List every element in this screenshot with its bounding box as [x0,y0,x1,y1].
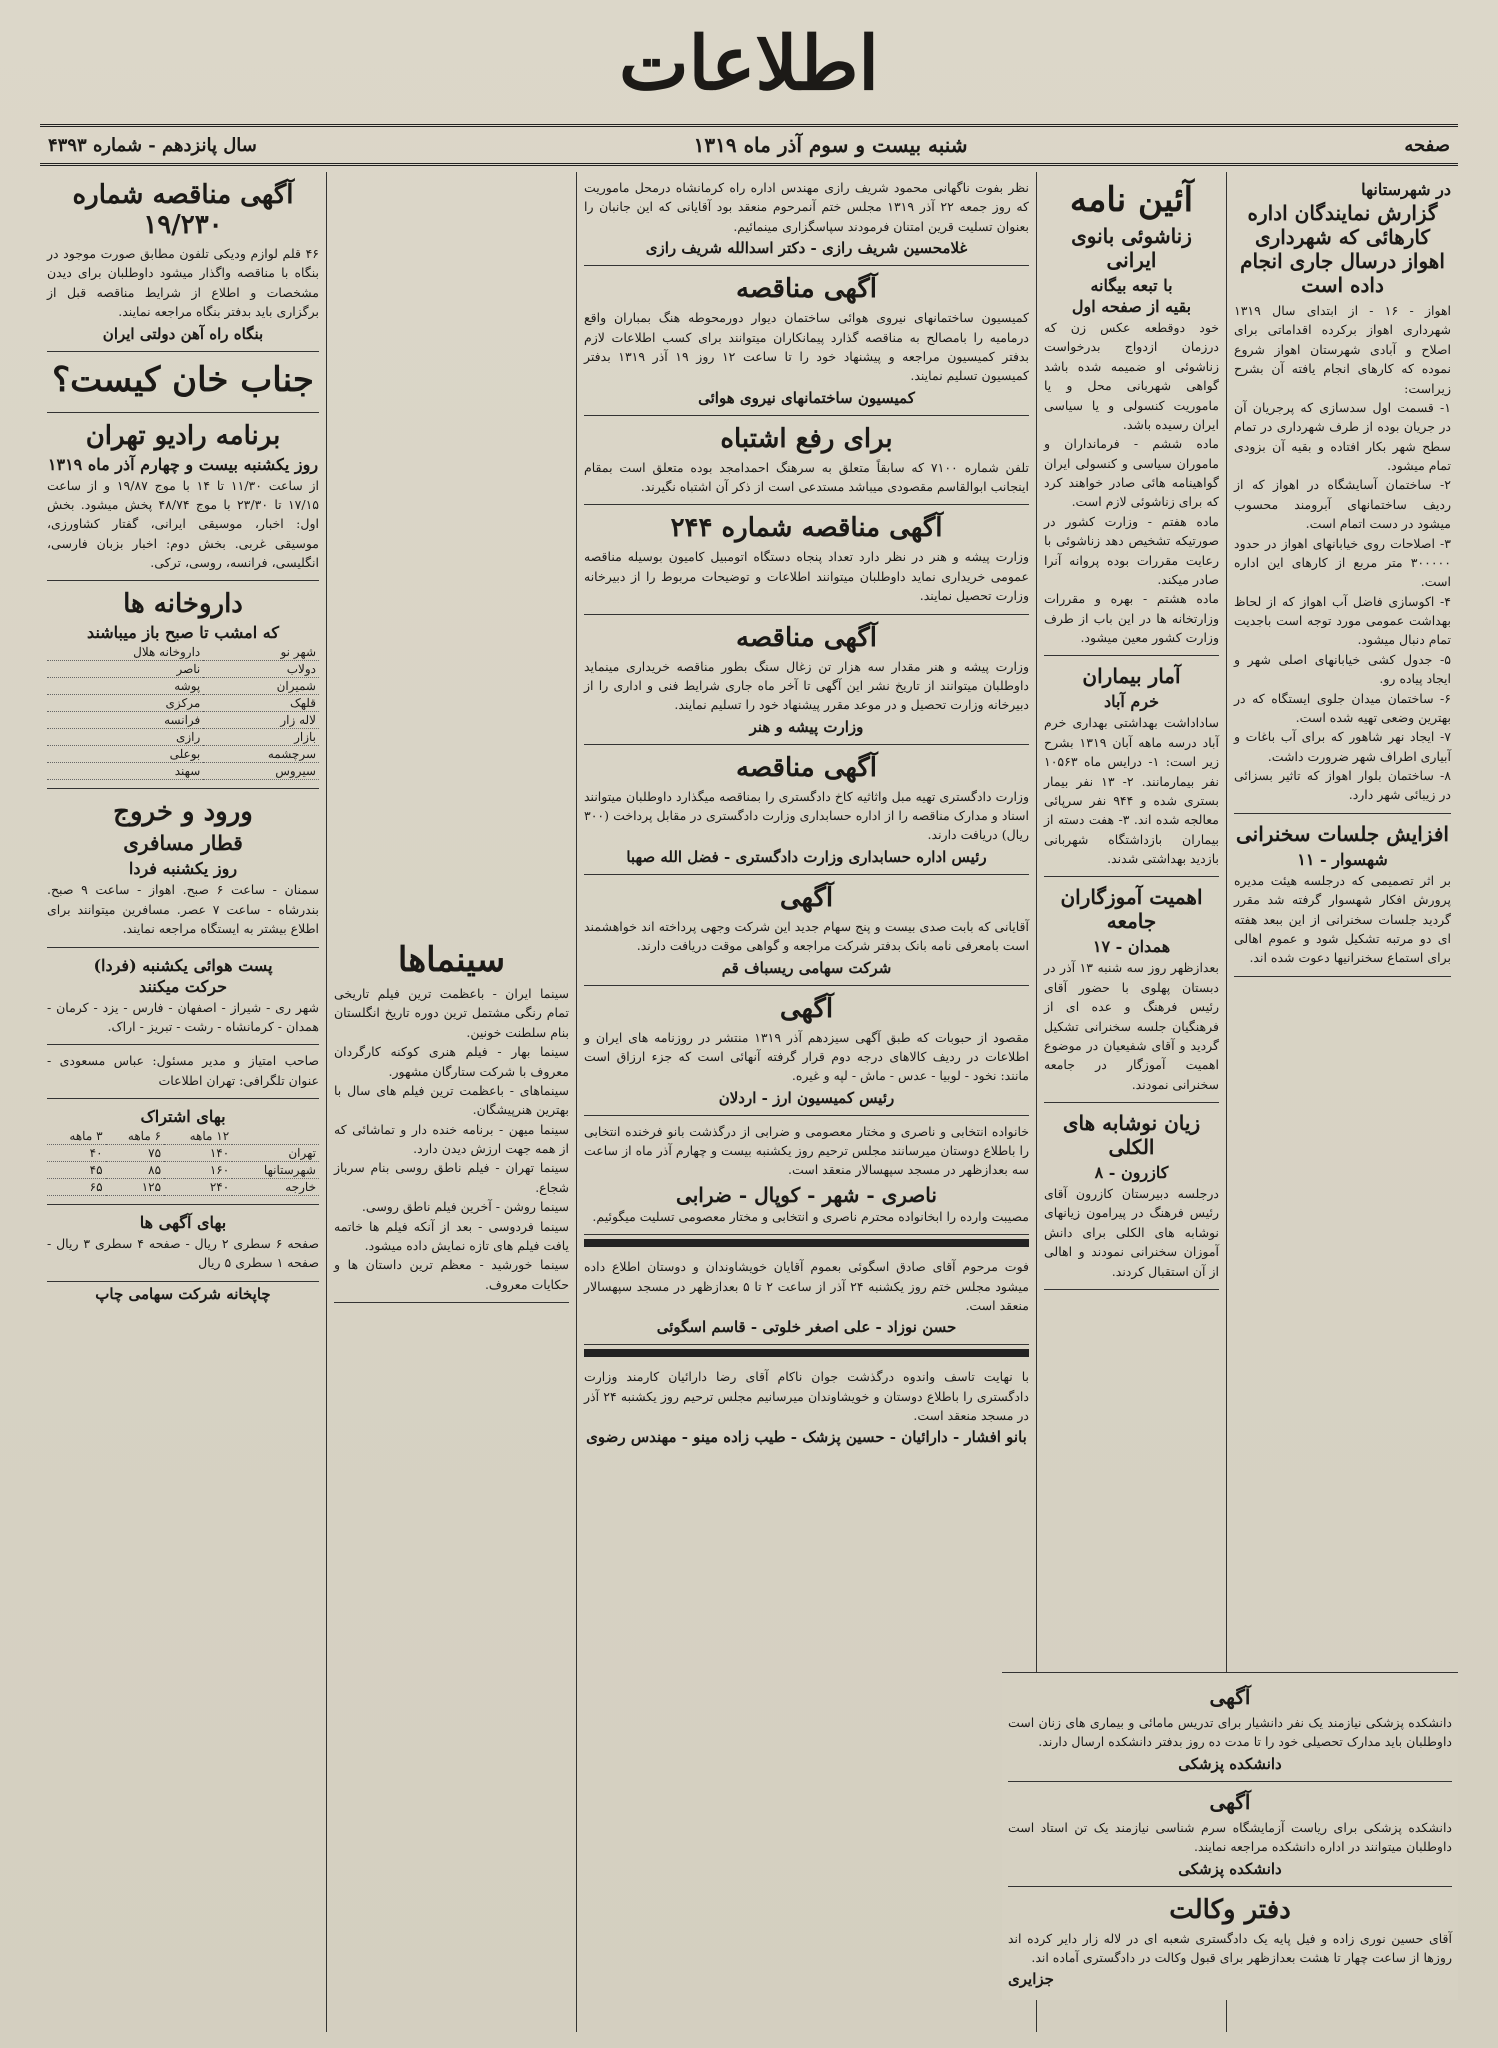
alcohol-article [1044,1103,1219,1290]
train-title: ورود و خروج [113,797,253,828]
printer-credit: چاپخانه شرکت سهامی چاپ [95,1284,271,1303]
article-paragraph: ۴- اکوسازی فاضل آب اهواز که از لحاظ بهداشت عمومی مورد توجه است باجدیت تمام دنبال میشود. [1234,593,1451,648]
subscription-cell: خارجه [232,1179,319,1196]
article-paragraph: ۳- اصلاحات روی خیابانهای اهواز در حدود ۳۰۰۰۰۰ متر مربع از کارهای این اداره است. [1234,535,1451,590]
section-label: در شهرستانها [1361,180,1451,199]
grain-ad [584,986,1029,1116]
issue-number: سال پانزدهم - شماره ۴۳۹۳ [48,134,257,156]
ad-signature: وزارت پیشه و هنر [749,717,864,736]
teaser-headline: جناب خان کیست؟ [52,359,314,400]
train-text: سمنان - ساعت ۶ صبح. اهواز - ساعت ۹ صبح. بندرشاه - ساعت ۷ عصر. مسافرین میتوانند برای اطلاع بیشتر به ایستگاه مراجعه نمایند. [47,882,319,937]
ad-text: وزارت پیشه و هنر مقدار سه هزار تن زغال سنگ بطور مناقصه خریداری مینماید داوطلبان میتوانند از تاریخ نشر این آگهی تا آخر ماه جاری شرایط فنی و اداری را از دبیرخانه وزارت تحصیل و در موعد مقرر پیشنهاد خود را تسلیم نمایند. [584,658,1029,713]
bottom-right-ads [1002,1672,1458,2000]
train-subtitle: قطار مسافری [123,831,243,856]
subscription-cell: ۶ ماهه [106,1128,165,1145]
ad-title: آگهی مناقصه [736,622,877,653]
ad-text: دانشکده پزشکی نیازمند یک نفر دانشیار برای تدریس مامائی و بیماری های زنان است داوطلبان باید مدارک تحصیلی خود را تا مدت ده روز بدفتر دانشکده ارسال دارند. [1008,1715,1452,1750]
article-paragraph: ۸- ساختمان بلوار اهواز که تاثیر بسزائی در زیبائی شهر دارد. [1234,768,1451,803]
ad-text: دانشکده پزشکی برای ریاست آزمایشگاه سرم شناسی نیازمند یک تن استاد است داوطلبان میتوانند در اداره دانشکده مراجعه نمایند. [1008,1819,1452,1855]
subscription-row [47,1179,319,1196]
ad-text: کمیسیون ساختمانهای نیروی هوائی ساختمان دیوار دورمحوطه هنگ بمباران واقع درمامیه را بامصالح به مناقصه گذارد پیمانکاران میتوانند برای کسب اطلاعات لازم بدفتر کمیسیون مراجعه و پیشنهاد خود را تا ساعت ۱۲ روز ۱۹ آذر ۱۳۱۹ بدفتر کمیسیون تسلیم نمایند. [584,310,1029,384]
divider-bar [584,1239,1029,1247]
cinema-entry: سینما خورشید - معظم ترین داستان ها و حکایات معروف. [334,1257,569,1292]
subscription-cell: ۱۶۰ [164,1162,232,1179]
cinema-entry: سینما روشن - آخرین فیلم ناطق روسی. [361,1199,569,1215]
article-dateline: همدان - ۱۷ [1092,937,1171,957]
subscription-row [47,1162,319,1179]
obituary-2 [584,1251,1029,1345]
lectures-article [1234,814,1451,977]
article-paragraph: ماده ششم - فرمانداران و ماموران سیاسی و کنسولی ایران گواهینامه هائی صادر خواهند کرد که برای زناشوئی لازم است. [1044,436,1219,510]
article-subheadline: با تبعه بیگانه [1090,276,1173,295]
medical-school-ad-2 [1008,1782,1452,1887]
ad-signature: دانشکده پزشکی [1178,1859,1282,1878]
cinema-entry: سینماهای - باعظمت ترین فیلم های سال با بهترین هنرپیشگان. [334,1082,569,1118]
article-paragraph: ساداداشت بهداشتی بهداری خرم آباد درسه ماهه آبان ۱۳۱۹ بشرح زیر است: ۱- درایس ماه ۱۰۵۶۳ نفر بیمارمانند. ۲- ۱۳ نفر بیمار بستری شده و ۹۴۴ نفر سرپائی معالجه شده اند. ۳- هفت دسته از بیماران بازداشتگاه شهربانی بازدید بهداشتی شدند. [1044,715,1220,866]
article-paragraph: ۲- ساختمان آسایشگاه در اهواز که از ردیف ساختمانهای آبرومند محسوب میشود در دست اتمام است. [1234,477,1451,532]
ad-signature: شرکت سهامی ریسباف قم [721,958,892,977]
ad-title: آگهی [779,993,834,1024]
article-paragraph: خود دوقطعه عکس زن که درزمان ازدواج بدرخواست زناشوئی او ضمیمه شده باشد گواهی شهربانی محل و یا ماموریت کنسولی و یا سیاسی ایران رسیده باشد. [1044,320,1219,432]
pharmacy-row [47,729,319,746]
teachers-article [1044,877,1219,1103]
subscription-cell: ۲۴۰ [164,1179,232,1196]
pharmacy-area: سیروس [203,763,319,780]
medical-school-ad-1 [1008,1677,1452,1782]
patients-stats-article [1044,656,1219,877]
radio-schedule: از ساعت ۱۱/۳۰ تا ۱۴ با موج ۱۹/۸۷ و از ساعت ۱۷/۱۵ تا ۲۳/۳۰ با موج ۴۸/۷۴ پخش میشود. بخش اول: اخبار، موسیقی ایرانی، گفتار کشاورزی، موسیقی غربی. بخش دوم: اخبار بزبان فارسی، انگلیسی، فرانسه، روسی، ترکی. [47,477,320,570]
railway-tender-ad [47,172,319,352]
pharmacies-listing [47,581,319,789]
pharmacy-name: پوشه [47,678,203,695]
subscription-cell: ۳ ماهه [47,1128,106,1145]
article-paragraph: درجلسه دبیرستان کازرون آقای رئیس فرهنگ در پیرامون زیانهای نوشابه های الکلی برای دانش آموزان سخنرانی نمودند و اهالی از آن استقبال کردند. [1044,1186,1219,1279]
tender-ad-244 [584,505,1029,614]
pharmacy-area: لاله زار [203,712,319,729]
pharmacy-area: دولاب [203,661,319,678]
city-news-article [1234,172,1451,814]
ad-text: وزارت دادگستری تهیه مبل واثاثیه کاخ دادگستری را بمناقصه میگذارد داوطلبان میتوانند اسناد و مدارک مناقصه را از اداره حسابداری وزارت دادگستری در مقابل پرداخت (۳۰۰ ریال) دریافت دارند. [584,788,1029,843]
masthead-title: اطلاعات [619,21,879,107]
pharmacies-table [47,644,319,780]
pharmacy-name: سهند [47,763,203,780]
subscription-row [47,1145,319,1162]
cinemas-listing [334,932,569,1303]
article-dateline: خرم آباد [1103,692,1160,712]
ad-text: تلفن شماره ۷۱۰۰ که سابقاً متعلق به سرهنگ احمدامجد بوده متعلق است بمقام اینجانب ابوالقاسم مقصودی میباشد مستدعی است از ذکر آن اشتباه نگیرند. [584,459,1029,494]
ad-title: آگهی [1209,1685,1251,1709]
article-paragraph: ۶- ساختمان میدان جلوی ایستگاه که در بهترین وضعی تهیه شده است. [1234,690,1451,725]
cinemas-title: سینماها [397,940,506,980]
article-subheadline: زناشوئی بانوی ایرانی [1071,224,1192,272]
column-services [40,172,326,2032]
notice-text: نظر بفوت ناگهانی محمود شریف رازی مهندس اداره راه کرمانشاه درمحل ماموریت که روز جمعه ۲۲ آذر ۱۳۱۹ مجلس ختم آنمرحوم منعقد بود آقایانی که این جانبان را بعنوان تسلیت قرین امتنان فرمودند سپاسگزاری مینمائیم. [584,180,1029,234]
divider-bar [584,1349,1029,1357]
obituary-text: با نهایت تاسف واندوه درگذشت جوان ناکام آقای رضا دارائیان کارمند وزارت دادگستری را باطلاع دوستان و خویشاوندان میرسانیم مجلس ترحیم روز یکشنبه ۲۴ آذر در مسجد منعقد است. [584,1369,1029,1423]
pharmacy-row [47,763,319,780]
ad-prices [47,1205,319,1282]
subscription-title: بهای اشتراک [140,1107,226,1126]
pharmacy-row [47,678,319,695]
ad-title: آگهی مناقصه شماره ۲۴۴ [670,513,943,544]
pharmacy-area: سرچشمه [203,746,319,763]
article-dateline: شهسوار - ۱۱ [1297,849,1388,869]
ad-signature: رئیس کمیسیون ارز - اردلان [718,1088,895,1107]
subscription-cell: شهرستانها [232,1162,319,1179]
air-mail-title: پست هوائی یکشنبه (فردا) [93,955,273,975]
article-headline: افزایش جلسات سخنرانی [1236,821,1449,846]
pharmacy-name: بوعلی [47,746,203,763]
publisher-info [47,1045,319,1099]
article-headline: زیان نوشابه های الکلی [1062,1111,1201,1159]
cinema-entry: سینما فردوسی - بعد از آنکه فیلم ها خاتمه یافت فیلم های تازه نمایش داده میشود. [334,1218,569,1253]
publisher-text: صاحب امتیاز و مدیر مسئول: عباس مسعودی - عنوان تلگرافی: تهران اطلاعات [47,1053,319,1088]
article-paragraph: ۵- جدول کشی خیابانهای اصلی شهر و ایجاد پیاده رو. [1234,651,1451,687]
air-mail [47,948,319,1046]
pharmacies-title: داروخانه ها [123,589,243,620]
correction-notice [584,416,1029,506]
ad-prices-text: صفحه ۶ سطری ۲ ریال - صفحه ۴ سطری ۳ ریال - صفحه ۱ سطری ۵ ریال [47,1236,320,1271]
ad-title: آگهی مناقصه شماره ۱۹/۲۳۰ [72,180,294,240]
radio-title: برنامه رادیو تهران [85,420,281,451]
dateline-bar [40,124,1458,166]
tender-ad-justice [584,745,1029,875]
subscription-cell: ۱۲ ماهه [164,1128,232,1145]
subscription-cell: ۱۴۰ [164,1145,232,1162]
pharmacy-row [47,661,319,678]
obituary-text: فوت مرحوم آقای صادق اسگوئی بعموم آقایان خویشاوندان و دوستان اطلاع داده میشود مجلس ختم روز یکشنبه ۲۴ آذر از ساعت ۲ تا ۵ بعدازظهر در مسجد سپهسالار منعقد است. [584,1259,1029,1313]
ad-text: وزارت پیشه و هنر در نظر دارد تعداد پنجاه دستگاه اتومبیل کامیون بوسیله مناقصه عمومی خریداری نماید داوطلبان میتوانند اطلاعات و توضیحات مربوط را از دبیرخانه وزارت تحصیل نمایند. [584,549,1029,604]
ad-text: مقصود از حبوبات که طبق آگهی سیزدهم آذر ۱۳۱۹ منتشر در روزنامه های ایران و اطلاعات در ردیف کالاهای درجه دوم قرار گرفته آنهائی است که جزء ارزاق است مانند: نخود - لوبیا - عدس - ماش - لپه و غیره. [584,1029,1029,1084]
cinema-entry: سینما ایران - باعظمت ترین فیلم تاریخی تمام رنگی مشتمل ترین دوره تاریخ انگلستان بنام سلطنت خونین. [334,986,569,1040]
article-paragraph: ماده هفتم - وزارت کشور در صورتیکه تشخیص دهد زناشوئی با رعایت مقررات بوده پروانه آنرا صادر میکند. [1044,513,1219,587]
article-headline: گزارش نمایندگان اداره کارهائی که شهرداری اهواز درسال جاری انجام داده است [1240,201,1445,297]
obituary-1 [584,1116,1029,1236]
train-day: روز یکشنبه فردا [128,859,238,879]
pharmacy-area: بازار [203,729,319,746]
shares-ad [584,875,1029,986]
ad-title: آگهی [1209,1789,1251,1814]
article-paragraph: بر اثر تصمیمی که درجلسه هیئت مدیره پرورش افکار شهسوار گرفته شد مقرر گردید جلسات سخنرانی از این ببعد هفته ای دو مرتبه تشکیل شود و عموم اهالی برای استماع سخنرانیها دعوت شده اند. [1234,872,1451,966]
train-schedule [47,789,319,947]
pharmacy-row [47,695,319,712]
ad-title: آگهی مناقصه [736,274,877,305]
ad-prices-title: بهای آگهی ها [139,1213,227,1232]
tender-ad-coal [584,615,1029,745]
subscription-prices [47,1099,319,1205]
regulation-article [1044,172,1219,656]
pharmacy-area: قلهک [203,695,319,712]
ad-title: آگهی مناقصه [736,752,877,783]
subscription-cell: ۱۲۵ [106,1179,165,1196]
ad-signature: بنگاه راه آهن دولتی ایران [102,324,264,343]
ad-text: آقای حسین نوری زاده و فیل پایه یک دادگستری شعبه ای در لاله زار دایر کرده اند روزها از ساعت چهار تا هشت بعدازظهر برای قبول وکالت در دادگستری آماده اند. [1008,1930,1452,1965]
cinema-entry: سینما بهار - فیلم هنری کوکنه کارگردان معروف با شرکت ستارگان مشهور. [334,1044,569,1079]
cinema-spacer [334,172,569,932]
pharmacy-row [47,712,319,729]
pharmacy-name: ناصر [47,661,203,678]
air-mail-subtitle: حرکت میکنند [139,976,227,996]
article-paragraph: ماده هشتم - بهره و مقررات وزارتخانه ها در این باب از طرف وزارت کشور معین میشود. [1044,591,1219,645]
subscription-cell: ۷۵ [106,1145,165,1162]
article-paragraph: ۱- قسمت اول سدسازی که پرجریان آن در جریان بوده از طرف شهرداری در تمام سطح شهر بکار افتاده و بقیه آن بزودی تمام میشود. [1234,399,1451,473]
subscription-cell: ۴۰ [47,1145,106,1162]
article-paragraph: اهواز - ۱۶ - از ابتدای سال ۱۳۱۹ شهرداری اهواز برکرده اقداماتی برای اصلاح و آبادی شهرستان اهواز شروع نموده که کارهای انجام یافته آن بشرح زیراست: [1234,303,1452,396]
article-headline: آمار بیماران [1082,664,1181,689]
radio-date: روز یکشنبه بیست و چهارم آذر ماه ۱۳۱۹ [47,454,319,474]
obituary-signature: ناصری - شهر - کوپال - ضرابی [676,1182,937,1207]
ad-text: آقایانی که بابت صدی بیست و پنج سهام جدید این شرکت وجهی پرداخته اند خواهشمند است بامعرفی نامه بانک بدفتر شرکت مراجعه و گواهی موقت دریافت دارند. [584,918,1029,954]
ad-title: دفتر وکالت [1169,1894,1291,1925]
pharmacy-row [47,644,319,661]
teaser-ad [47,352,319,413]
ad-signature: کمیسیون ساختمانهای نیروی هوائی [698,388,915,407]
radio-program [47,413,319,582]
column-cinemas [326,172,576,2032]
issue-date: شنبه بیست و سوم آذر ماه ۱۳۱۹ [693,133,968,157]
pharmacy-area: شمیران [203,678,319,695]
article-dateline: کازرون - ۸ [1094,1163,1169,1182]
article-headline: آئین نامه [1069,180,1194,220]
subscription-cell: تهران [232,1145,319,1162]
ad-signature: رئیس اداره حسابداری وزارت دادگستری - فضل الله صهبا [626,847,987,866]
page-label: صفحه [1404,134,1450,156]
obituary-3 [584,1361,1029,1454]
article-headline: اهمیت آموزگاران جامعه [1060,885,1203,934]
column-notices [576,172,1036,2032]
subscription-cell [232,1128,319,1145]
ad-title: آگهی [779,882,834,913]
continuation-note: بقیه از صفحه اول [1071,297,1192,316]
pharmacy-name: فرانسه [47,712,203,729]
cinema-entry: سینما تهران - فیلم ناطق روسی بنام سرباز شجاع. [334,1160,569,1195]
cinema-entry: سینما میهن - برنامه خنده دار و تماشائی که از همه جهت ارزش دیدن دارد. [334,1121,569,1156]
subscription-cell: ۴۵ [47,1162,106,1179]
obituary-text: خانواده انتخابی و ناصری و مختار معصومی و ضرابی از درگذشت بانو فرخنده انتخابی را باطلاع دوستان میرسانند مجلس ترحیم روز یکشنبه بیست و چهارم آذر ماه از ساعت سه بعدازظهر در مسجد سپهسالار منعقد است. [584,1123,1029,1178]
tender-ad-air-force [584,266,1029,416]
obituary-note: مصیبت وارده را ابخانواده محترم ناصری و انتخابی و مختار معصومی تسلیت میگوئیم. [592,1208,1029,1224]
subscription-cell: ۸۵ [106,1162,165,1179]
article-paragraph: ۷- ایجاد نهر شاهور که برای آب باغات و آبیاری اطراف شهر ضرورت داشت. [1234,729,1451,764]
obituary-signature: حسن نوزاد - علی اصغر خلوتی - قاسم اسگوئی [656,1318,957,1337]
pharmacy-row [47,746,319,763]
article-paragraph: بعدازظهر روز سه شنبه ۱۳ آذر در دبستان پهلوی با حضور آقای رئیس فرهنگ و عده ای از فرهنگیان جلسه سخنرانی تشکیل گردید و آقای شفیعیان در موضوع اهمیت آموزگار در جامعه سخنرانی نمودند. [1044,960,1219,1092]
pharmacy-name: داروخانه هلال [47,644,203,661]
ad-signature: جزایری [1008,1970,1054,1989]
obituary-signature: بانو افشار - دارائیان - حسین پزشک - طیب زاده مینو - مهندس رضوی [586,1428,1027,1447]
pharmacy-area: شهر نو [203,644,319,661]
subscription-row [47,1128,319,1145]
ad-signature: دانشکده پزشکی [1178,1754,1282,1773]
pharmacy-name: مرکزی [47,695,203,712]
ad-title: برای رفع اشتباه [720,423,893,454]
ad-text: ۴۶ قلم لوازم ودیکی تلفون مطابق صورت موجود در بنگاه با مناقصه واگذار میشود داوطلبان برای دیدن مشخصات و اطلاع از شرایط مناقصه قبل از برگزاری باید بدفتر بنگاه مراجعه نمایند. [47,246,319,320]
pharmacies-subtitle: که امشب تا صبح باز میباشند [87,623,279,643]
pharmacy-name: رازی [47,729,203,746]
subscription-cell: ۶۵ [47,1179,106,1196]
air-mail-text: شهر ری - شیراز - اصفهان - فارس - یزد - کرمان - همدان - کرمانشاه - رشت - تبریز - اراک. [47,999,319,1034]
law-office-ad [1008,1887,1452,1997]
notice-signature: غلامحسین شریف رازی - دکتر اسدالله شریف رازی [645,239,968,258]
condolence-notice [584,172,1029,266]
subscription-table [47,1128,319,1196]
